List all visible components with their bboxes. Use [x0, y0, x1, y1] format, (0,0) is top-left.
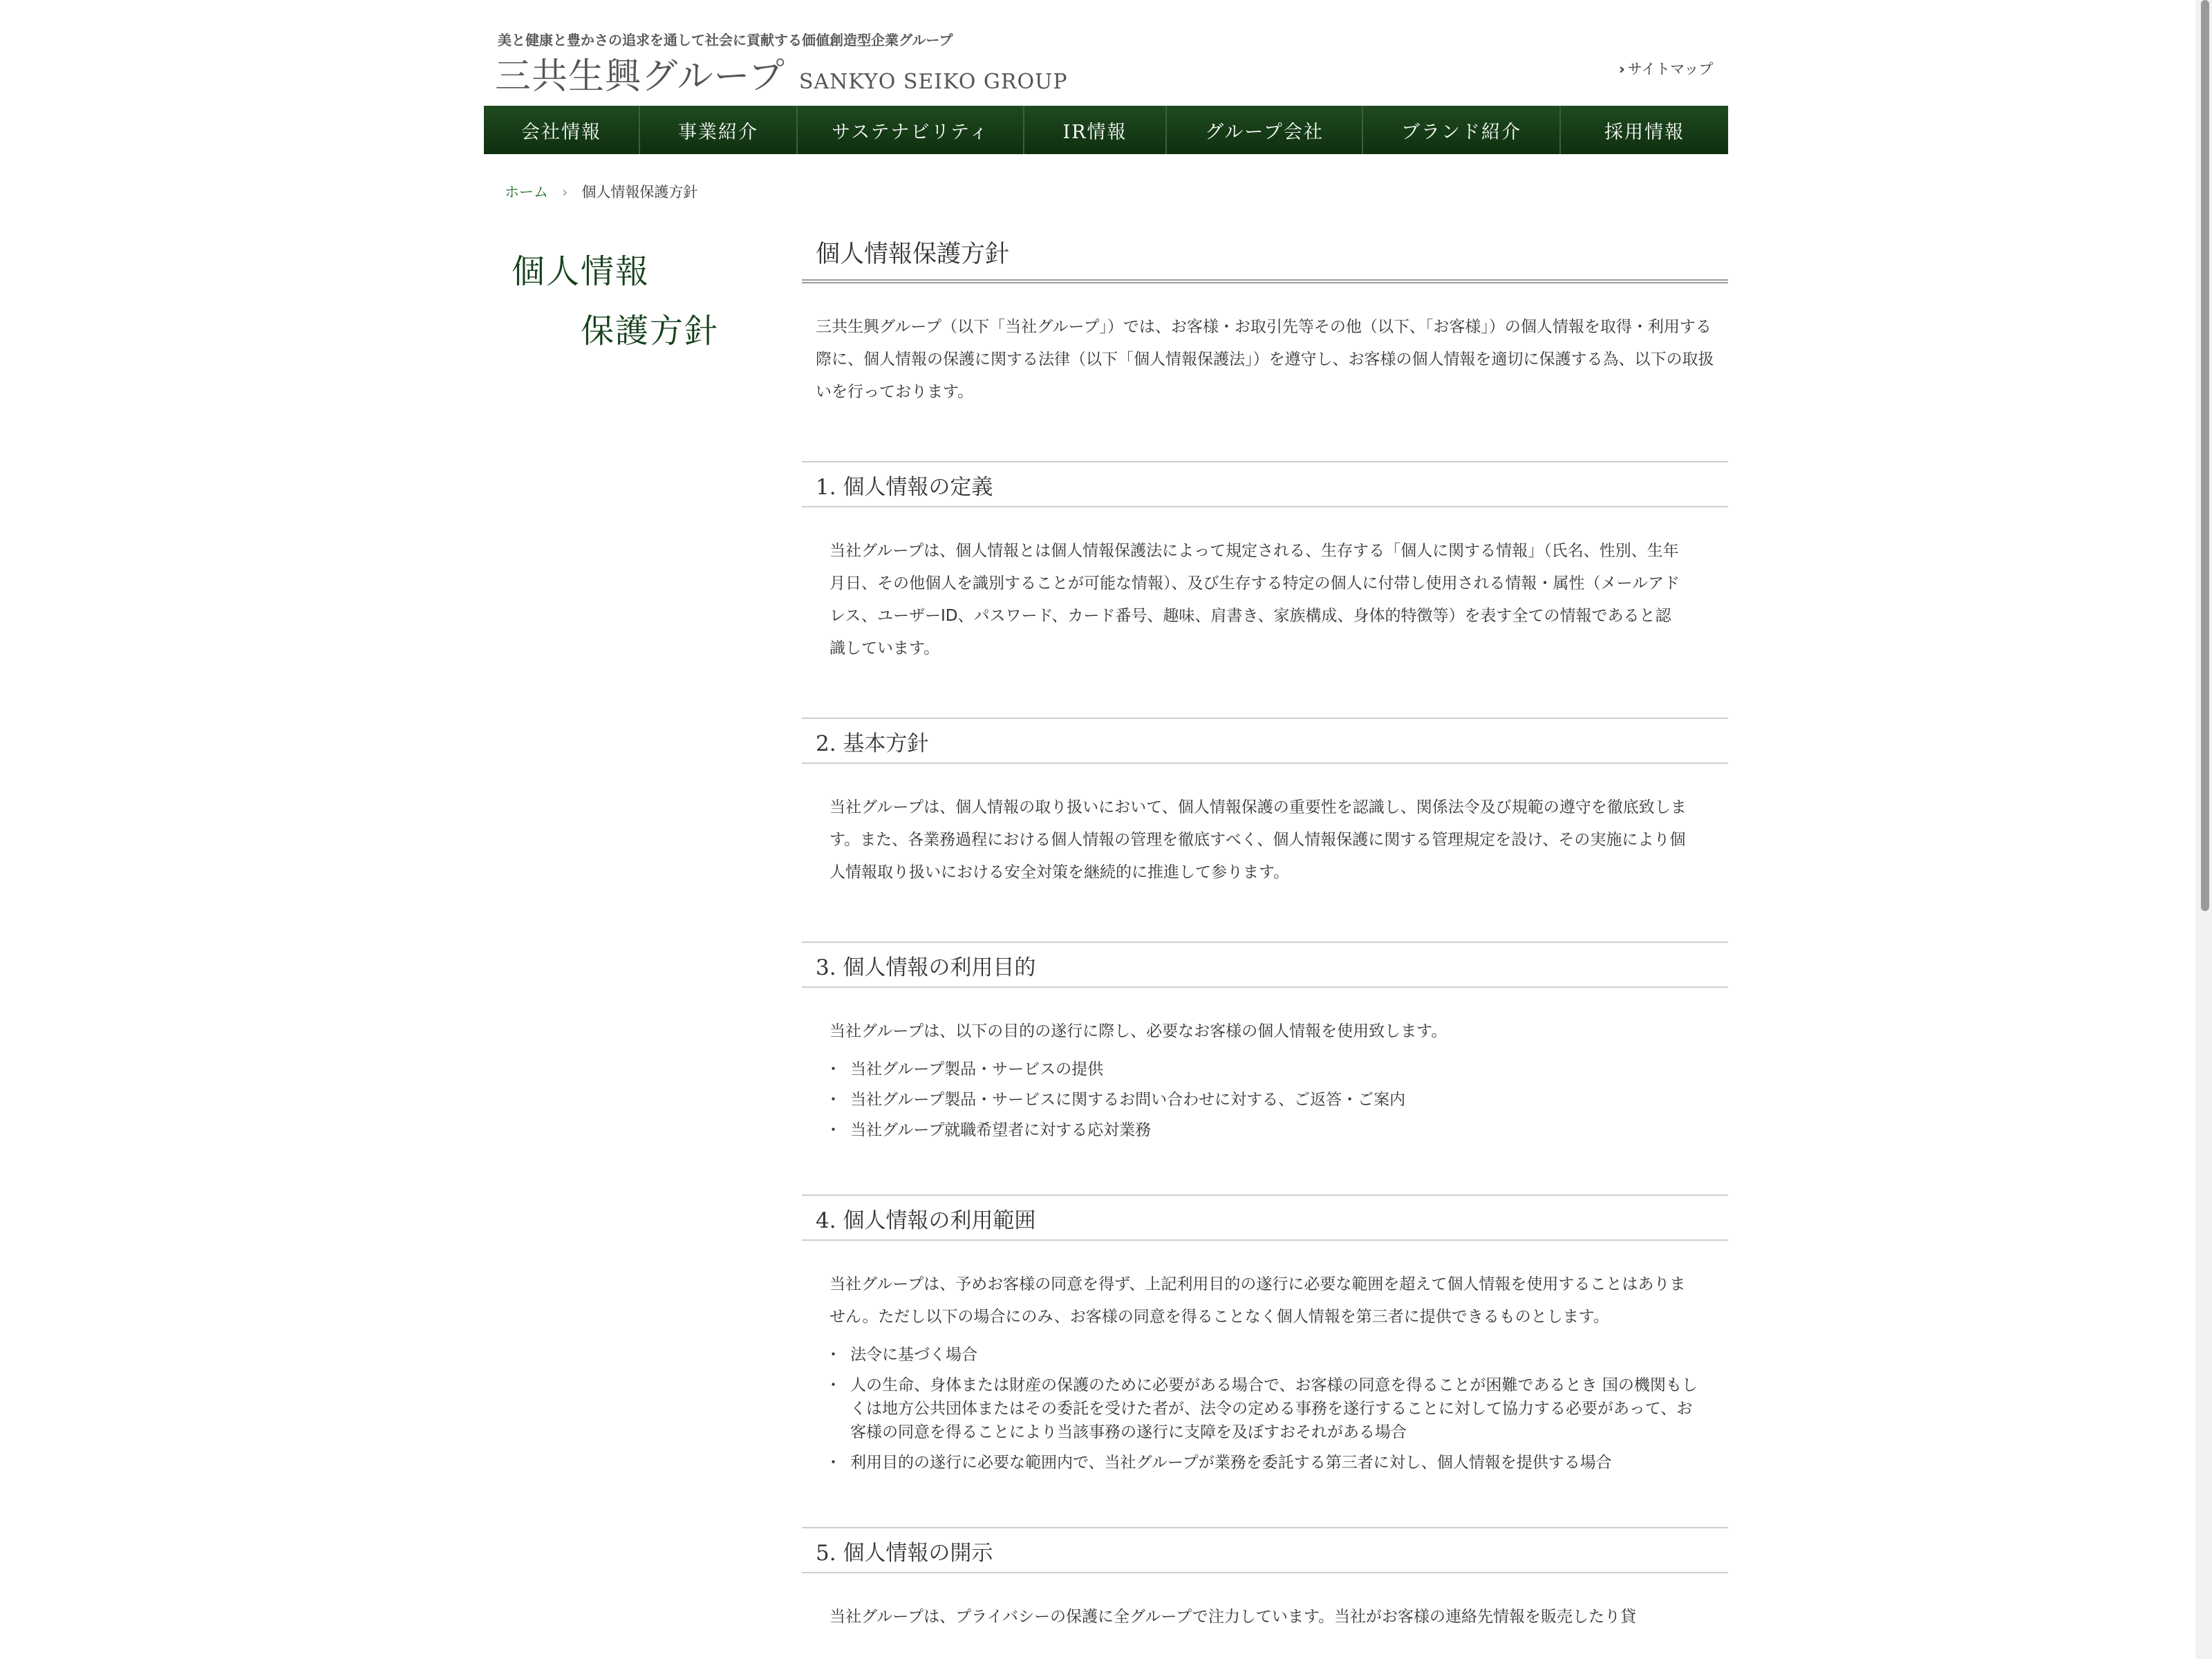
breadcrumb-separator: › — [562, 184, 568, 200]
section-scope — [802, 1194, 1728, 1474]
section-heading: 2. 基本方針 — [802, 718, 1728, 764]
scrollbar-thumb[interactable] — [2201, 0, 2209, 911]
global-nav — [484, 106, 1728, 154]
corporate-tagline: 美と健康と豊かさの追求を通して社会に貢献する価値創造型企業グループ — [498, 32, 953, 48]
section-body: 当社グループは、プライバシーの保護に全グループで注力しています。当社がお客様の連絡先情報を販売したり貸 — [830, 1608, 1637, 1626]
nav-item-ir[interactable]: IR情報 — [1024, 106, 1167, 154]
logo-english: SANKYO SEIKO GROUP — [798, 70, 1068, 94]
sitemap-link[interactable] — [1619, 58, 1713, 79]
section-body: 当社グループは、個人情報の取り扱いにおいて、個人情報保護の重要性を認識し、関係法令及び規範の遵守を徹底致します。また、各業務過程における個人情報の管理を徹底すべく、個人情報保護に関する管理規定を設け、その実施により個人情報取り扱いにおける安全対策を継続的に推進して参ります。 — [830, 798, 1687, 881]
vertical-scrollbar[interactable] — [2195, 0, 2212, 1659]
list-item: ・ 当社グループ製品・サービスの提供 — [830, 1058, 1700, 1081]
section-body: 当社グループは、予めお客様の同意を得ず、上記利用目的の遂行に必要な範囲を超えて個人情報を使用することはありません。ただし以下の場合にのみ、お客様の同意を得ることなく個人情報を第三者に提供できるものとします。 — [830, 1275, 1686, 1326]
nav-item-group-companies[interactable]: グループ会社 — [1167, 106, 1363, 154]
list-item: ・ 人の生命、身体または財産の保護のために必要がある場合で、お客様の同意を得ることが困難であるとき 国の機関もしくは地方公共団体またはその委託を受けた者が、法令の定める事務を遂行することに対して協力する必要があって、お客様の同意を得ることにより当該事務の遂行に支障を及ぼすおそれがある場合 — [830, 1374, 1700, 1444]
breadcrumb-home-link[interactable]: ホーム — [505, 184, 548, 200]
side-heading-line-1: 個人情報 — [512, 252, 650, 291]
section-basic-policy — [802, 718, 1728, 889]
purpose-list — [802, 1048, 1728, 1142]
section-heading: 4. 個人情報の利用範囲 — [802, 1194, 1728, 1241]
list-item: ・ 当社グループ就職希望者に対する応対業務 — [830, 1118, 1700, 1142]
page-title: 個人情報保護方針 — [802, 235, 1728, 283]
list-item: ・ 利用目的の遂行に必要な範囲内で、当社グループが業務を委託する第三者に対し、個人情報を提供する場合 — [830, 1451, 1700, 1474]
nav-item-recruit[interactable]: 採用情報 — [1604, 121, 1685, 143]
section-body: 当社グループは、個人情報とは個人情報保護法によって規定される、生存する「個人に関する情報」（氏名、性別、生年月日、その他個人を識別することが可能な情報）、及び生存する特定の個人に付帯し使用される情報・属性（メールアドレス、ユーザーID、パスワード、カード番号、趣味、肩書き、家族構成、身体的特徴等）を表す全ての情報であると認識しています。 — [830, 542, 1680, 657]
section-disclosure — [802, 1527, 1728, 1633]
side-heading-line-2: 保護方針 — [581, 312, 720, 350]
list-item: ・ 法令に基づく場合 — [830, 1343, 1700, 1367]
sitemap-label: サイトマップ — [1627, 61, 1714, 77]
nav-item-company[interactable]: 会社情報 — [484, 106, 640, 154]
breadcrumb-current: 個人情報保護方針 — [581, 184, 698, 200]
list-item: ・ 当社グループ製品・サービスに関するお問い合わせに対する、ご返答・ご案内 — [830, 1088, 1700, 1112]
main-content — [802, 235, 1728, 1633]
breadcrumb — [505, 181, 697, 202]
nav-item-brands[interactable]: ブランド紹介 — [1363, 106, 1561, 154]
chevron-right-icon: › — [1619, 61, 1625, 77]
logo-japanese: 三共生興グループ — [495, 56, 785, 97]
section-purpose — [802, 941, 1728, 1142]
section-heading: 3. 個人情報の利用目的 — [802, 941, 1728, 988]
nav-item-sustainability[interactable]: サステナビリティ — [798, 106, 1024, 154]
section-body: 当社グループは、以下の目的の遂行に際し、必要なお客様の個人情報を使用致します。 — [830, 1022, 1447, 1040]
section-heading: 5. 個人情報の開示 — [802, 1527, 1728, 1573]
section-definition — [802, 461, 1728, 665]
intro-paragraph: 三共生興グループ（以下「当社グループ」）では、お客様・お取引先等その他（以下、「お客様」）の個人情報を取得・利用する際に、個人情報の保護に関する法律（以下「個人情報保護法」）を遵守し、お客様の個人情報を適切に保護する為、以下の取扱いを行っております。 — [816, 318, 1714, 401]
site-logo[interactable] — [495, 47, 1068, 95]
side-heading — [512, 242, 719, 361]
exception-list — [802, 1333, 1728, 1474]
nav-item-business[interactable]: 事業紹介 — [640, 106, 798, 154]
section-heading: 1. 個人情報の定義 — [802, 461, 1728, 507]
